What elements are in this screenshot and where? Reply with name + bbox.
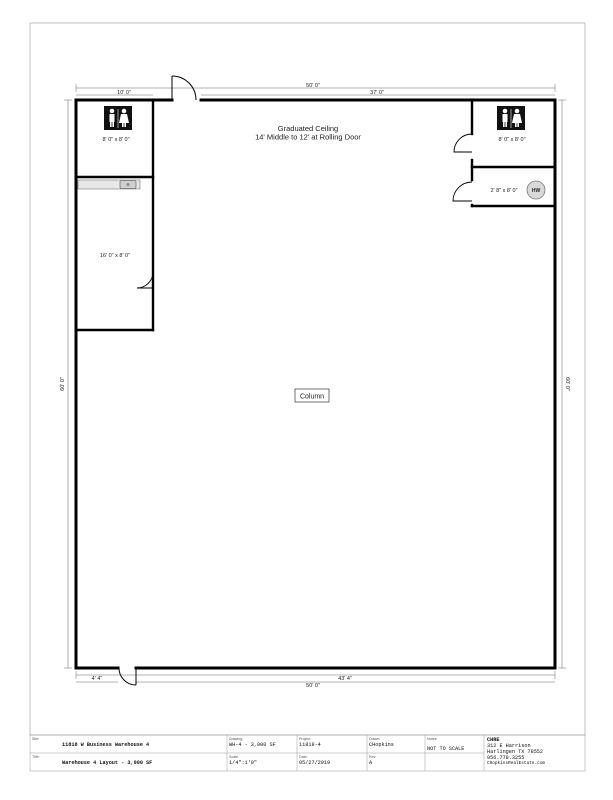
ceiling-title: Graduated Ceiling [277, 124, 339, 133]
hw-label: HW [531, 188, 541, 194]
column-label: Column [299, 393, 325, 401]
dim-bottom-right: 43' 4" [338, 676, 352, 682]
drawing-value: WH-4 - 3,000 SF [229, 742, 276, 748]
restroom-right-size: 8' 0" x 8' 0" [498, 137, 526, 143]
dim-top-left: 10' 0" [117, 90, 131, 96]
water-heater-icon [527, 181, 545, 199]
office-size: 16' 0" x 8' 0" [99, 253, 131, 259]
scale-value: 1/4":1'0" [229, 760, 258, 766]
date-label: Date: [299, 755, 308, 759]
notes-label: Notes: [427, 737, 438, 741]
rev-value: A [369, 760, 373, 766]
closet-size: 2' 8" x 8' 0" [490, 188, 518, 194]
site-label: Site: [32, 737, 40, 741]
drawn-value: CHopkins [369, 742, 394, 748]
company-phone: 956.778.3255 [487, 755, 525, 761]
project-label: Project: [299, 737, 312, 741]
dim-left-height: 60' 0" [60, 377, 66, 391]
office-counter [78, 180, 140, 189]
column-marker [295, 389, 329, 402]
closet-door[interactable] [453, 182, 472, 201]
dim-top-total: 50' 0" [306, 83, 320, 89]
drawn-label: Drawn: [369, 737, 381, 741]
restroom-icon [104, 106, 132, 130]
office-door[interactable] [137, 272, 153, 288]
title-label: Title: [32, 755, 40, 759]
restroom-right-door[interactable] [454, 134, 472, 152]
dim-bottom-left: 4' 4" [91, 676, 103, 682]
date-value: 05/27/2019 [299, 760, 331, 766]
company-name: CHRE [487, 737, 500, 743]
dimension-lines [64, 84, 566, 682]
ceiling-note: 14' Middle to 12' at Rolling Door [255, 132, 361, 142]
exterior-walls [76, 100, 555, 668]
site-value: 11818 W Business Warehouse 4 [62, 742, 150, 748]
dim-bottom-total: 50' 0" [306, 683, 320, 689]
drawing-label: Drawing: [229, 737, 244, 741]
project-value: 11818-4 [299, 742, 321, 748]
restroom-left-size: 8' 0" x 8' 0" [102, 137, 130, 143]
scale-label: Scale: [229, 755, 239, 759]
man-door-bottom[interactable] [119, 668, 136, 685]
company-website[interactable]: CHopkinsRealEstate.com [487, 761, 545, 766]
company-address: 312 E Harrison [487, 743, 531, 749]
dim-right-height: 60' 0" [564, 377, 570, 391]
notes-value: NOT TO SCALE [427, 746, 465, 752]
company-city: Harlingen TX 78552 [487, 749, 544, 755]
restroom-icon [497, 106, 525, 130]
rev-label: Rev: [369, 755, 377, 759]
dim-top-right: 37' 0" [370, 90, 384, 96]
title-value: Warehouse 4 Layout - 3,000 SF [62, 760, 153, 766]
